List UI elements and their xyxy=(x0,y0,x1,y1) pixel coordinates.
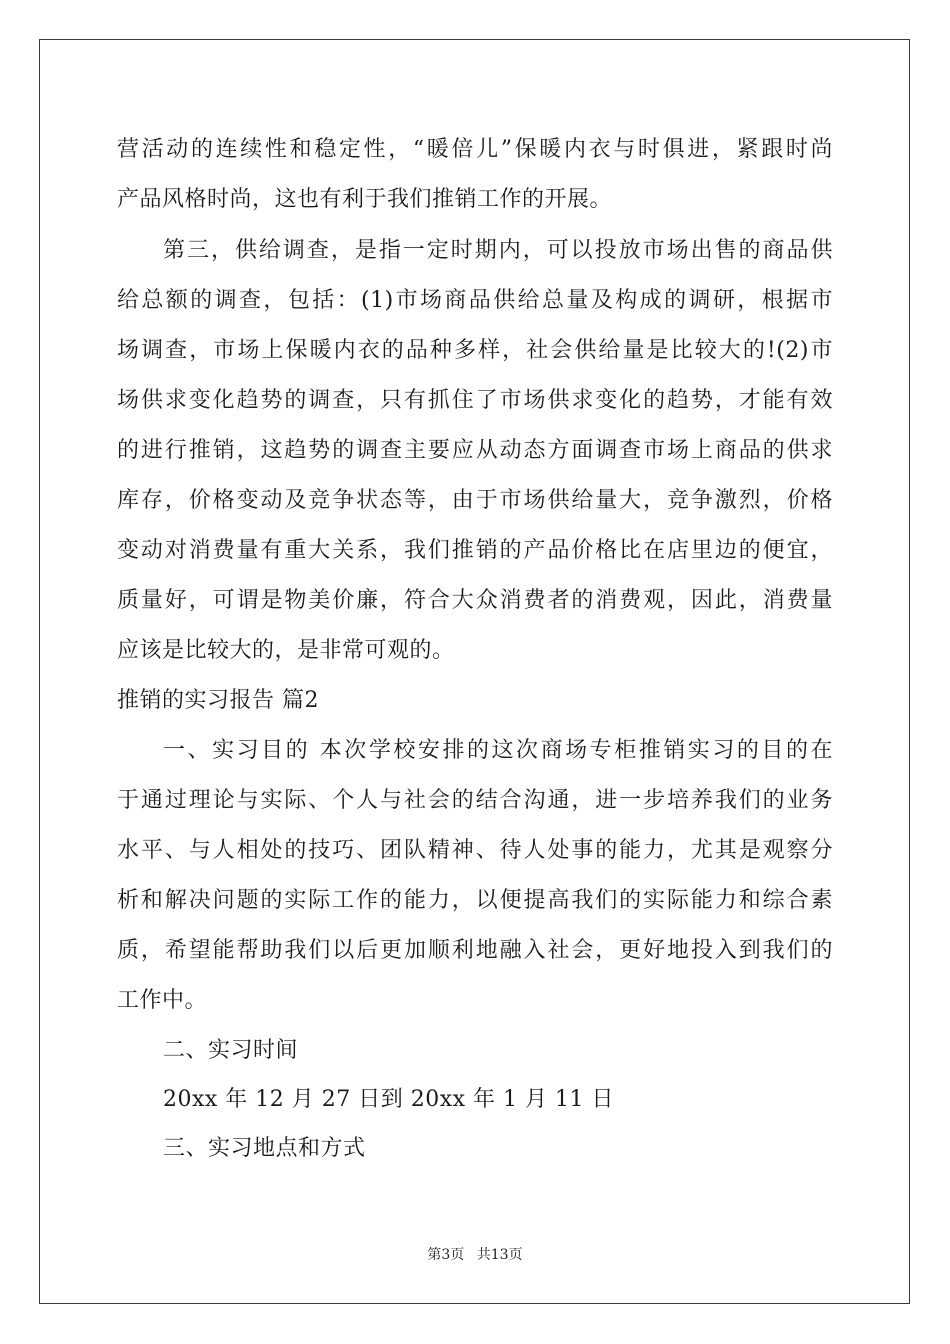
subheading: 二、实习时间 xyxy=(163,1038,299,1063)
page-number: 第3页 xyxy=(427,1247,465,1263)
paragraph-line: 变动对消费量有重大关系，我们推销的产品价格比在店里边的便宜， xyxy=(117,538,833,563)
date-line: 20xx 年 12 月 27 日到 20xx 年 1 月 11 日 xyxy=(163,1087,615,1112)
paragraph-line: 场调查，市场上保暖内衣的品种多样，社会供给量是比较大的!(2)市 xyxy=(117,338,833,363)
paragraph-line: 给总额的调查，包括：(1)市场商品供给总量及构成的调研，根据市 xyxy=(117,288,833,313)
paragraph-line: 场供求变化趋势的调查，只有抓住了市场供求变化的趋势，才能有效 xyxy=(117,388,833,413)
subheading: 三、实习地点和方式 xyxy=(163,1136,366,1161)
paragraph-line: 第三，供给调查，是指一定时期内，可以投放市场出售的商品供 xyxy=(163,238,833,263)
paragraph-line: 的进行推销，这趋势的调查主要应从动态方面调查市场上商品的供求 xyxy=(117,438,833,463)
paragraph-line: 水平、与人相处的技巧、团队精神、待人处事的能力，尤其是观察分 xyxy=(117,838,833,863)
paragraph-line: 于通过理论与实际、个人与社会的结合沟通，进一步培养我们的业务 xyxy=(117,788,833,813)
paragraph-line: 产品风格时尚，这也有利于我们推销工作的开展。 xyxy=(117,187,613,212)
paragraph-line: 一、实习目的 本次学校安排的这次商场专柜推销实习的目的在 xyxy=(163,738,833,763)
paragraph-line: 营活动的连续性和稳定性，“暖倍儿”保暖内衣与时俱进，紧跟时尚 xyxy=(117,137,833,162)
paragraph-line: 库存，价格变动及竞争状态等，由于市场供给量大，竞争激烈，价格 xyxy=(117,488,833,513)
paragraph-line: 工作中。 xyxy=(117,988,208,1013)
page-footer xyxy=(0,1245,950,1265)
page-total: 共13页 xyxy=(476,1247,523,1263)
paragraph-line: 析和解决问题的实际工作的能力，以便提高我们的实际能力和综合素 xyxy=(117,888,833,913)
paragraph-line: 质，希望能帮助我们以后更加顺利地融入社会，更好地投入到我们的 xyxy=(117,938,833,963)
section-title: 推销的实习报告 篇2 xyxy=(117,688,319,713)
paragraph-line: 质量好，可谓是物美价廉，符合大众消费者的消费观，因此，消费量 xyxy=(117,588,833,613)
paragraph-line: 应该是比较大的，是非常可观的。 xyxy=(117,638,455,663)
